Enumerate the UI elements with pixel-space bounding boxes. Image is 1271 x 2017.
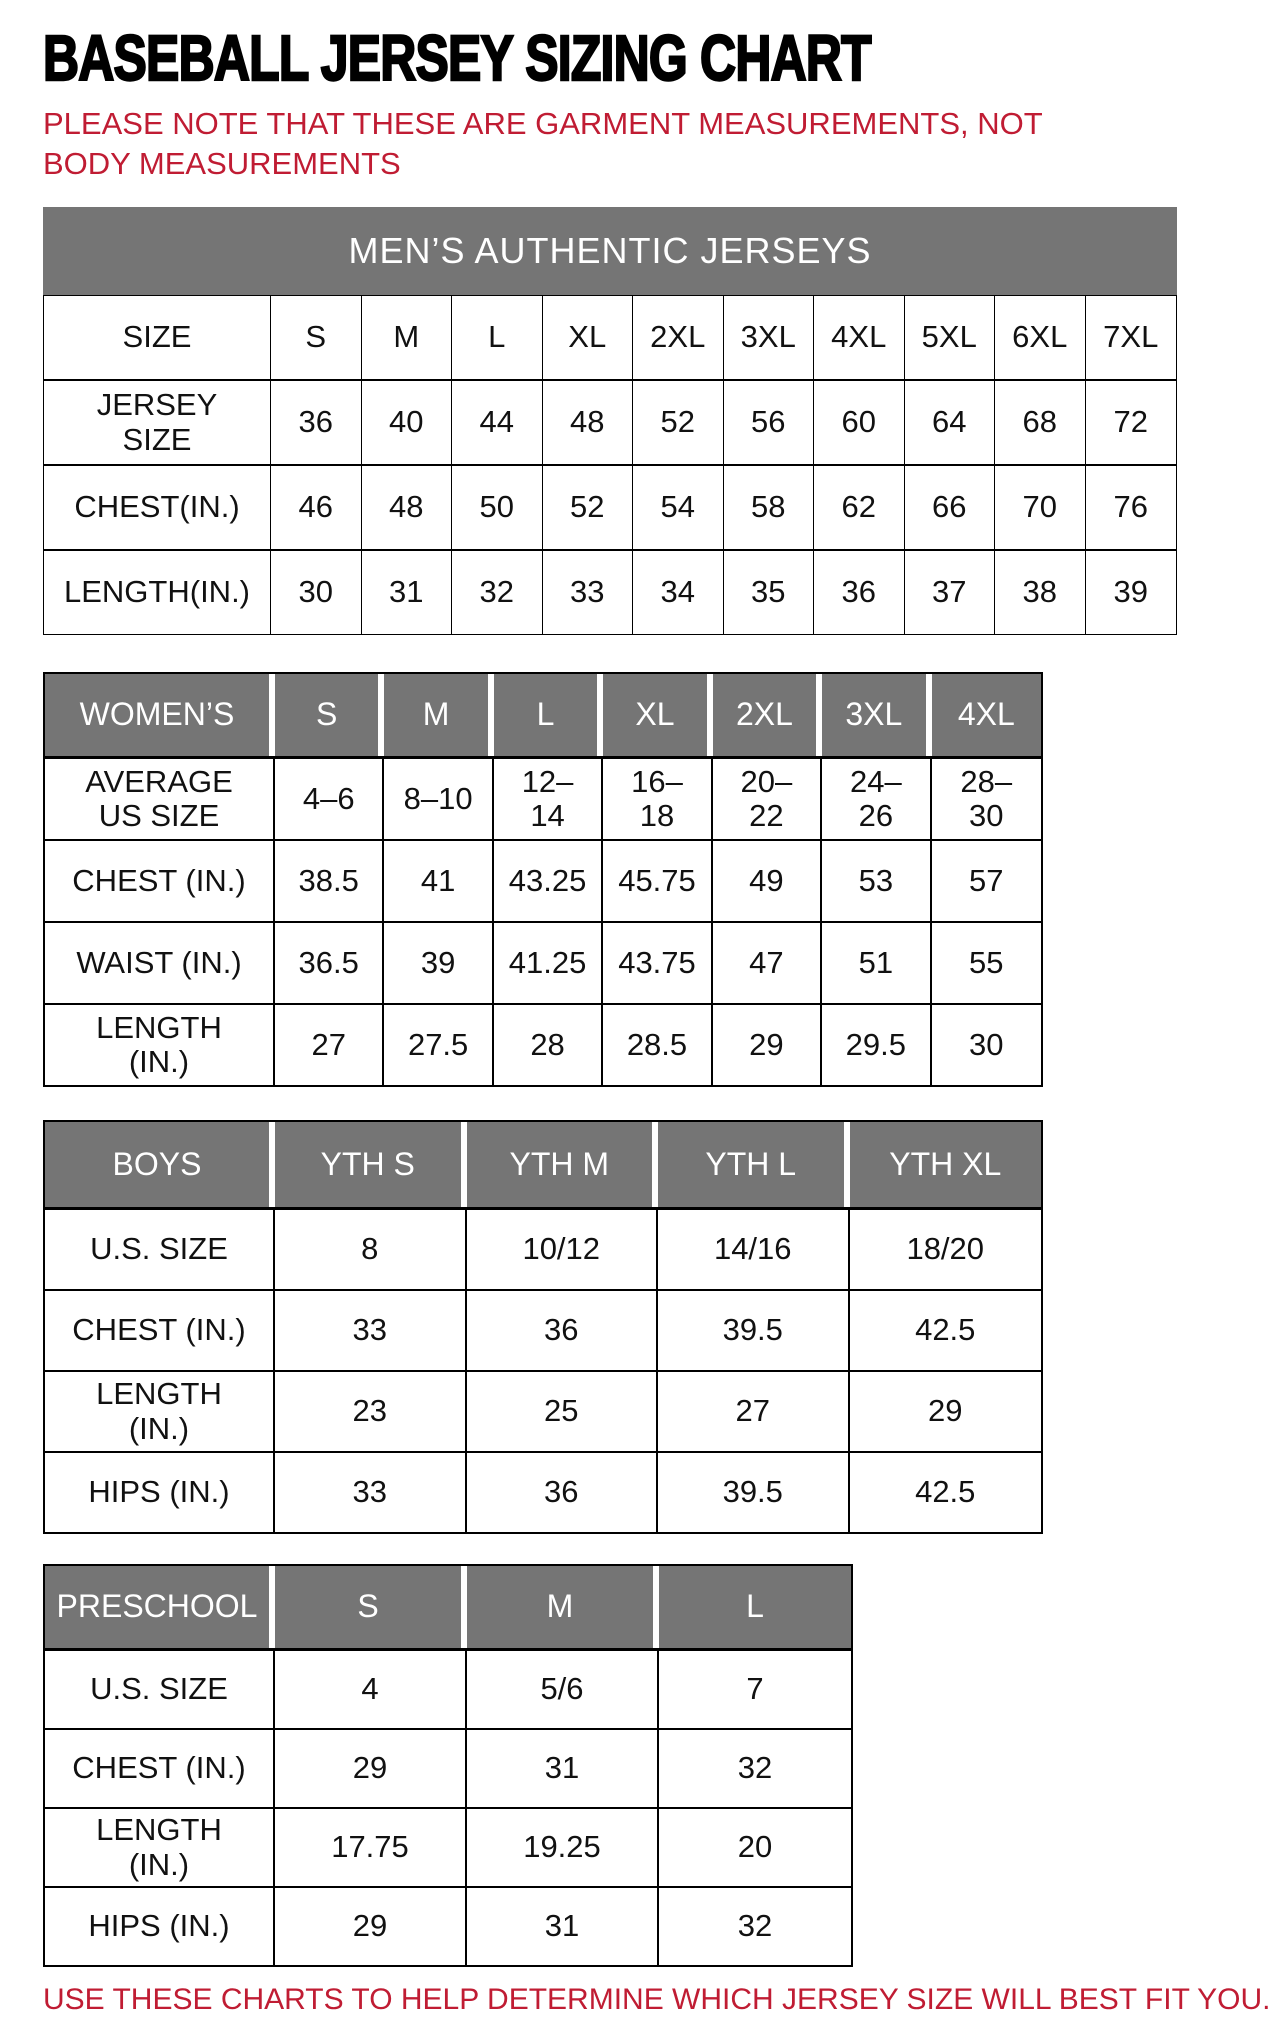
header-cell: L [494,674,603,756]
row-label-cell: LENGTH (IN.) [45,1809,275,1886]
value-cell: M [362,296,453,379]
row-label-cell: AVERAGE US SIZE [45,759,275,839]
header-cell: XL [603,674,712,756]
value-cell: 52 [543,466,634,549]
value-cell: 27.5 [384,1005,493,1085]
value-cell: 28 [494,1005,603,1085]
value-cell: 5/6 [467,1651,659,1728]
value-cell: 4XL [814,296,905,379]
value-cell: 49 [713,841,822,921]
value-cell: 36.5 [275,923,384,1003]
value-cell: 27 [275,1005,384,1085]
value-cell: 42.5 [915,1312,976,1348]
header-cell: YTH S [275,1122,467,1207]
table-row [44,551,1176,634]
row-label-cell: SIZE [44,296,271,379]
table-row [44,296,1176,381]
footer-note: USE THESE CHARTS TO HELP DETERMINE WHICH JERSEY SIZE WILL BEST FIT YOU. [43,1983,1271,2017]
value-cell: 36 [814,551,905,634]
value-cell: 5XL [905,296,996,379]
value-cell: 36 [467,1291,659,1370]
value-cell: 41 [384,841,493,921]
value-cell: 47 [713,923,822,1003]
value-cell: 31 [362,551,453,634]
row-label-cell: LENGTH(IN.) [44,551,271,634]
mens-table-body [43,295,1177,635]
table-header-row [45,1122,1041,1210]
value-cell: 20 [737,1829,773,1865]
value-cell: 38.5 [275,841,384,921]
value-cell: 30 [969,1026,1004,1062]
value-cell: 31 [467,1888,659,1965]
value-cell: 29 [713,1005,822,1085]
value-cell: 68 [995,381,1086,464]
table-row [45,841,1041,923]
row-label-cell: CHEST (IN.) [45,841,275,921]
value-cell: 3XL [724,296,815,379]
value-cell: 32 [452,551,543,634]
womens-sizing-table [43,672,1043,1087]
value-cell: 70 [995,466,1086,549]
row-label-cell: HIPS (IN.) [45,1888,275,1965]
value-cell: 36 [467,1453,659,1532]
value-cell: 25 [467,1372,659,1451]
value-cell: 17.75 [275,1809,467,1886]
boys-sizing-table [43,1120,1043,1534]
header-cell: 2XL [713,674,822,756]
header-label-cell: BOYS [45,1122,275,1207]
value-cell: 48 [543,381,634,464]
value-cell: 60 [814,381,905,464]
value-cell: 7XL [1103,319,1159,355]
value-cell: 30 [271,551,362,634]
value-cell: L [452,296,543,379]
table-header-row [45,674,1041,759]
value-cell: 29 [928,1393,963,1429]
value-cell: 48 [362,466,453,549]
value-cell: 33 [275,1291,467,1370]
value-cell: 14/16 [658,1210,850,1289]
table-row [45,1453,1041,1532]
value-cell: 64 [905,381,996,464]
value-cell: 76 [1113,489,1148,525]
table-row [45,1730,851,1809]
garment-measurements-note: PLEASE NOTE THAT THESE ARE GARMENT MEASUREMENTS, NOT BODY MEASUREMENTS [43,106,1043,181]
value-cell: 45.75 [603,841,712,921]
header-cell: YTH L [658,1122,850,1207]
value-cell: S [271,296,362,379]
header-cell: YTH XL [850,1122,1042,1207]
header-cell: L [659,1566,851,1648]
value-cell: 6XL [995,296,1086,379]
header-label-cell: PRESCHOOL [45,1566,275,1648]
row-label-cell: CHEST (IN.) [45,1291,275,1370]
value-cell: 7 [746,1671,764,1707]
table-row [45,1005,1041,1085]
value-cell: 18/20 [906,1231,985,1267]
value-cell: 62 [814,466,905,549]
value-cell: 42.5 [915,1474,976,1510]
value-cell: 58 [724,466,815,549]
value-cell: 57 [969,862,1004,898]
value-cell: 20–22 [713,759,822,839]
value-cell: 29 [275,1888,467,1965]
mens-authentic-jerseys-table [43,207,1177,635]
value-cell: 2XL [633,296,724,379]
table-row [45,1809,851,1888]
table-row [44,381,1176,466]
table-row [45,1372,1041,1453]
value-cell: 55 [969,944,1004,980]
value-cell: 37 [905,551,996,634]
header-cell: M [384,674,493,756]
row-label-cell: U.S. SIZE [45,1651,275,1728]
value-cell: 23 [275,1372,467,1451]
value-cell: 10/12 [467,1210,659,1289]
value-cell: 52 [633,381,724,464]
header-cell: 3XL [822,674,931,756]
value-cell: 33 [543,551,634,634]
table-row [45,759,1041,841]
header-cell: YTH M [467,1122,659,1207]
value-cell: 27 [658,1372,850,1451]
value-cell: 39 [1113,574,1148,610]
value-cell: 32 [737,1750,773,1786]
value-cell: 40 [362,381,453,464]
value-cell: 39 [384,923,493,1003]
value-cell: 19.25 [467,1809,659,1886]
header-cell: S [275,674,384,756]
header-cell: 4XL [932,674,1041,756]
table-row [45,1210,1041,1291]
value-cell: 28.5 [603,1005,712,1085]
row-label-cell: CHEST(IN.) [44,466,271,549]
table-row [45,923,1041,1005]
value-cell: 39.5 [658,1291,850,1370]
boys-table-body [43,1120,1043,1534]
value-cell: 38 [995,551,1086,634]
value-cell: 24–26 [822,759,931,839]
table-row [45,1888,851,1965]
value-cell: 28–30 [960,763,1013,834]
mens-table-banner: MEN’S AUTHENTIC JERSEYS [43,207,1177,295]
row-label-cell: CHEST (IN.) [45,1730,275,1807]
table-row [45,1291,1041,1372]
value-cell: 39.5 [658,1453,850,1532]
page-title: BASEBALL JERSEY SIZING CHART [43,22,871,94]
value-cell: XL [543,296,634,379]
table-row [45,1651,851,1730]
value-cell: 50 [452,466,543,549]
value-cell: 4–6 [275,759,384,839]
value-cell: 12–14 [494,759,603,839]
row-label-cell: WAIST (IN.) [45,923,275,1003]
value-cell: 51 [822,923,931,1003]
table-header-row [45,1566,851,1651]
value-cell: 36 [271,381,362,464]
value-cell: 16–18 [603,759,712,839]
row-label-cell: LENGTH (IN.) [45,1005,275,1085]
value-cell: 66 [905,466,996,549]
value-cell: 33 [275,1453,467,1532]
row-label-cell: JERSEY SIZE [44,381,271,464]
value-cell: 29.5 [822,1005,931,1085]
value-cell: 56 [724,381,815,464]
preschool-table-body [43,1564,853,1967]
value-cell: 8 [275,1210,467,1289]
value-cell: 43.75 [603,923,712,1003]
header-cell: M [467,1566,659,1648]
row-label-cell: LENGTH (IN.) [45,1372,275,1451]
value-cell: 35 [724,551,815,634]
value-cell: 54 [633,466,724,549]
preschool-sizing-table [43,1564,853,1967]
value-cell: 44 [452,381,543,464]
value-cell: 8–10 [384,759,493,839]
value-cell: 53 [822,841,931,921]
row-label-cell: U.S. SIZE [45,1210,275,1289]
value-cell: 4 [275,1651,467,1728]
value-cell: 43.25 [494,841,603,921]
header-cell: S [275,1566,467,1648]
value-cell: 72 [1113,404,1148,440]
header-label-cell: WOMEN’S [45,674,275,756]
value-cell: 32 [737,1908,773,1944]
value-cell: 31 [467,1730,659,1807]
womens-table-body [43,672,1043,1087]
row-label-cell: HIPS (IN.) [45,1453,275,1532]
value-cell: 34 [633,551,724,634]
value-cell: 29 [275,1730,467,1807]
table-row [44,466,1176,551]
value-cell: 41.25 [494,923,603,1003]
value-cell: 46 [271,466,362,549]
